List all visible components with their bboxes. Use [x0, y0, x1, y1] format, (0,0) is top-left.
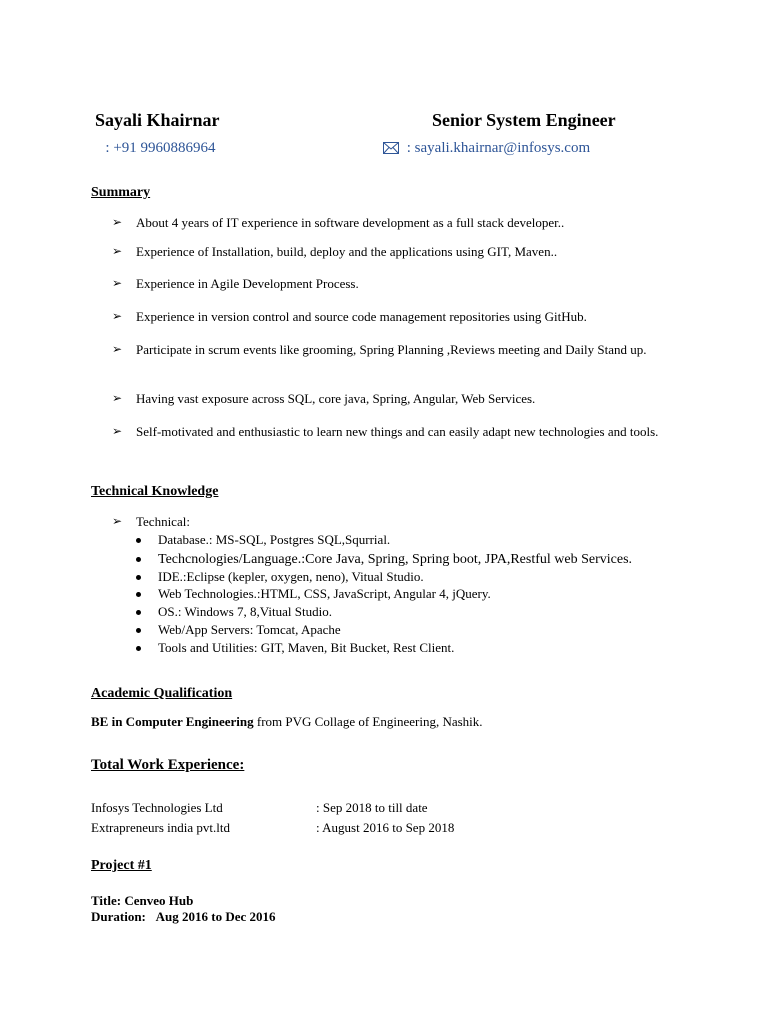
arrow-bullet-icon: ➢: [112, 276, 123, 290]
arrow-bullet-icon: ➢: [112, 424, 123, 438]
candidate-role: Senior System Engineer: [432, 110, 616, 130]
list-item: ➢ About 4 years of IT experience in software development as a full stack developer..: [112, 215, 565, 230]
list-item: ➢ Experience in version control and source code management repositories using GitHub.: [112, 309, 587, 324]
dot-bullet-icon: [136, 610, 141, 615]
list-item: OS.: Windows 7, 8,Vitual Studio.: [136, 604, 332, 619]
experience-company: Extrapreneurs india pvt.ltd: [91, 820, 230, 835]
list-item: Techcnologies/Language.:Core Java, Spring, Spring boot, JPA,Restful web Services.: [136, 551, 632, 567]
list-item: Database.: MS-SQL, Postgres SQL,Squrrial.: [136, 532, 390, 547]
experience-period: : August 2016 to Sep 2018: [316, 820, 455, 835]
degree: BE in Computer Engineering: [91, 714, 254, 729]
list-item: Web Technologies.:HTML, CSS, JavaScript, Angular 4, jQuery.: [136, 586, 491, 601]
list-item: Tools and Utilities: GIT, Maven, Bit Bucket, Rest Client.: [136, 640, 454, 655]
list-item: ➢ Experience in Agile Development Process.: [112, 276, 359, 291]
technical-group: ➢ Technical:: [112, 514, 190, 529]
project-title: Title: Cenveo Hub: [91, 893, 194, 908]
summary-heading: Summary: [91, 185, 151, 200]
duration-label: Duration:: [91, 909, 146, 924]
email-address[interactable]: sayali.khairnar@infosys.com: [414, 140, 591, 156]
email-contact: [383, 140, 590, 157]
arrow-bullet-icon: ➢: [112, 244, 123, 258]
experience-period: : Sep 2018 to till date: [316, 800, 428, 815]
academic-line: [91, 714, 483, 730]
duration-value: Aug 2016 to Dec 2016: [155, 909, 276, 924]
candidate-name: Sayali Khairnar: [95, 110, 220, 130]
arrow-bullet-icon: ➢: [112, 215, 123, 229]
list-item: ➢ Self-motivated and enthusiastic to learn new things and can easily adapt new technologies and tools.: [112, 424, 659, 439]
email-label: :: [403, 140, 415, 156]
list-item: Web/App Servers: Tomcat, Apache: [136, 622, 341, 637]
academic-heading: Academic Qualification: [91, 686, 233, 701]
arrow-bullet-icon: ➢: [112, 514, 123, 528]
dot-bullet-icon: [136, 557, 141, 562]
arrow-bullet-icon: ➢: [112, 391, 123, 405]
phone-number: +91 9960886964: [97, 140, 201, 156]
list-item: IDE.:Eclipse (kepler, oxygen, neno), Vitual Studio.: [136, 569, 424, 584]
list-item: ➢ Having vast exposure across SQL, core java, Spring, Angular, Web Services.: [112, 391, 536, 406]
arrow-bullet-icon: ➢: [112, 342, 123, 356]
project-duration: [91, 909, 276, 925]
arrow-bullet-icon: ➢: [112, 309, 123, 323]
phone-contact: [90, 140, 216, 157]
envelope-icon: [383, 142, 399, 154]
list-item: ➢ Participate in scrum events like grooming, Spring Planning ,Reviews meeting and Daily Stand up.: [112, 342, 647, 357]
degree-institution: from PVG Collage of Engineering, Nashik.: [253, 714, 483, 729]
phone-glyph-icon: [90, 140, 102, 156]
list-item: ➢ Experience of Installation, build, deploy and the applications using GIT, Maven..: [112, 244, 558, 259]
dot-bullet-icon: [136, 646, 141, 651]
dot-bullet-icon: [136, 575, 141, 580]
technical-heading: Technical Knowledge: [91, 484, 219, 499]
experience-company: Infosys Technologies Ltd: [91, 800, 223, 815]
experience-heading: Total Work Experience:: [91, 757, 245, 773]
phone-label: :: [90, 140, 98, 156]
dot-bullet-icon: [136, 538, 141, 543]
dot-bullet-icon: [136, 628, 141, 633]
project-heading: Project #1: [91, 858, 152, 873]
dot-bullet-icon: [136, 592, 141, 597]
